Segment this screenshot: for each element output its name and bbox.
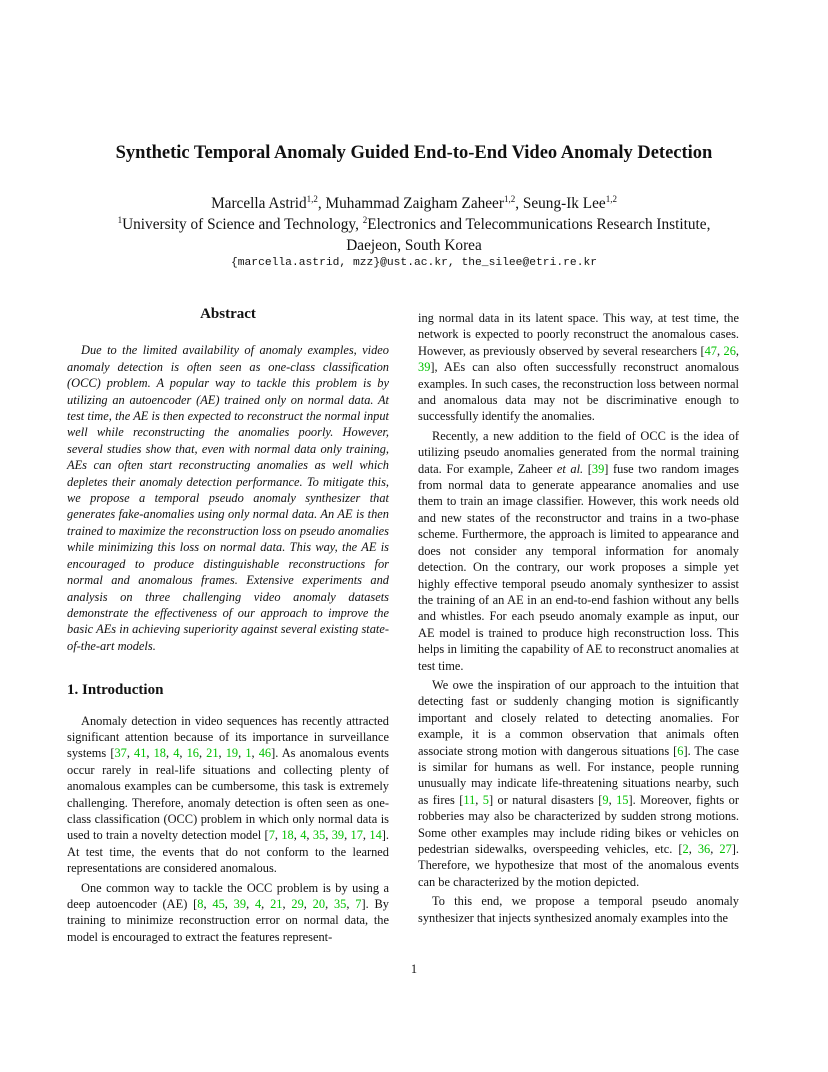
citation-link[interactable]: 7	[268, 828, 275, 843]
paper-title: Synthetic Temporal Anomaly Guided End-to-End Video Anomaly Detection	[115, 143, 713, 163]
citation-link[interactable]: 4	[300, 828, 307, 843]
citation-link[interactable]: 4	[254, 897, 262, 911]
author-block	[40, 193, 788, 256]
affiliation-2: Electronics and Telecommunications Research Institute,	[367, 216, 711, 233]
citation-link[interactable]: 35	[312, 828, 326, 843]
citation-link[interactable]: 41	[134, 746, 147, 761]
author-names: Marcella Astrid$^{1,2}$, Muhammad Zaigham Zaheer$^{1,2}$, Seung-Ik Lee$^{1,2}$	[211, 193, 617, 212]
emphasis: et al.	[556, 461, 584, 476]
citation-link[interactable]: 21	[270, 897, 283, 911]
citation-link[interactable]: 6	[677, 743, 684, 758]
paragraph: We owe the inspiration of our approach to the intuition that detecting fast or suddenly changing motion is significantly important and closely related to detecting anomalies. For example, it is a common observation that animals often associate strong motion with dangerous situations [6]. The case is similar for humans as well. For instance, people running unusually may indicate life-threatening situations nearby, such as fires [11, 5] or natural disasters [9, 15]. Moreover, fights or robberies may also be characterized by sudden strong motions. Some other examples may include riding bikes or vehicles on pedestrian sidewalks, overspeeding vehicles, etc. [2, 36, 27]. Therefore, we hypothesize that most of the anomalous events can be characterized by the motion depicted.	[418, 677, 739, 889]
citation-link[interactable]: 20	[312, 897, 326, 911]
paragraph: To this end, we propose a temporal pseudo anomaly synthesizer that injects synthesized anomaly examples into the	[418, 894, 739, 925]
author-name: Seung-Ik Lee	[522, 195, 606, 212]
citation-link[interactable]: 26	[723, 343, 736, 358]
affiliation-1: University of Science and Technology,	[122, 216, 363, 233]
paragraph: One common way to tackle the OCC problem is by using a deep autoencoder (AE) [8, 45, 39, 4, 21, 29, 20, 35, 7]. By training to minimize reconstruction error on normal data, the model is encouraged to extract the features represent-	[67, 880, 389, 944]
citation-link[interactable]: 17	[350, 828, 363, 843]
citation-link[interactable]: 46	[258, 746, 272, 761]
citation-link[interactable]: 4	[173, 746, 180, 761]
affiliation-line	[40, 214, 788, 235]
citation-link[interactable]: 39	[233, 897, 247, 911]
citation-link[interactable]: 8	[197, 897, 204, 911]
author-name: Muhammad Zaigham Zaheer	[325, 195, 504, 212]
affiliation-sup: 2	[362, 214, 368, 225]
citation-link[interactable]: 47	[704, 343, 717, 358]
citation-link[interactable]: 36	[697, 842, 711, 856]
citation-link[interactable]: 9	[602, 792, 609, 807]
citation-link[interactable]: 18	[281, 828, 294, 843]
citation-link[interactable]: 11	[463, 792, 476, 807]
paragraph: Recently, a new addition to the field of OCC is the idea of utilizing pseudo anomalies generated from the normal training data. For example, Zaheer et al. [39] fuse two random images from normal data to generate appearance anomalies and use them to train an image classifier. However, this work needs old and new states of the reconstructor and trains in a two-phase scheme. Furthermore, the approach is limited to appearance and does not consider any temporal information for anomaly detection. On the contrary, our work proposes a simple yet highly effective temporal pseudo anomaly synthesizer to assist the training of an AE in an end-to-end fashion without any bells and whistles. For each pseudo anomaly example as input, our AE model is trained to produce high reconstruction loss. This helps in limiting the capability of AE to reconstruct anomalies at test time.	[418, 428, 739, 673]
affiliation-location: Daejeon, South Korea	[346, 237, 482, 254]
citation-link[interactable]: 39	[591, 461, 605, 476]
paragraph: Anomaly detection in video sequences has recently attracted significant attention because of its importance in surveillance systems [37, 41, 18, 4, 16, 21, 19, 1, 46]. As anomalous events occur rarely in real-life situations and collecting plenty of anomalous examples can be cumbersome, this task is extremely challenging. Therefore, anomaly detection is often seen as one-class classification (OCC) problem in which only normal data is used to train a novelty detection model [7, 18, 4, 35, 39, 17, 14]. At test time, the events that do not conform to the learned representations are considered anomalous.	[67, 713, 389, 876]
citation-link[interactable]: 18	[153, 746, 166, 761]
author-name: Marcella Astrid	[211, 195, 307, 212]
author-affiliation-sup: 1,2	[503, 193, 516, 204]
citation-link[interactable]: 14	[369, 828, 382, 843]
abstract-text: Due to the limited availability of anomaly examples, video anomaly detection is often seen as one-class classification (OCC) problem. A popular way to tackle this problem is by utilizing an autoencoder (AE) trained only on normal data. At test time, the AE is then expected to reconstruct the normal input well while reconstructing the anomalies poorly. However, several studies show that, even with normal data only training, AEs can often start reconstructing anomalies as well which depletes their anomaly detection performance. To mitigate this, we propose a temporal pseudo anomaly synthesizer that generates fake-anomalies using only normal data. An AE is then trained to maximize the reconstruction loss on pseudo anomalies while minimizing this loss on normal data. This way, the AE is encouraged to produce distinguishable reconstructions for normal and anomalous frames. Extensive experiments and analysis on three challenging video anomaly datasets demonstrate the effectiveness of our approach to improve the basic AEs in achieving superiority against several existing state-of-the-art models.	[67, 343, 389, 653]
affiliation-sup: 1	[117, 214, 123, 225]
abstract-heading: Abstract	[200, 306, 256, 322]
citation-link[interactable]: 5	[482, 792, 489, 807]
citation-link[interactable]: 19	[225, 746, 239, 761]
citation-link[interactable]: 35	[333, 897, 347, 911]
citation-link[interactable]: 39	[331, 828, 345, 843]
author-emails: {marcella.astrid, mzz}@ust.ac.kr, the_silee@etri.re.kr	[230, 257, 598, 269]
paragraph: ing normal data in its latent space. This way, at test time, the network is expected to poorly reconstruct the anomalous cases. However, as previously observed by several researchers [47, 26, 39], AEs can also often successfully reconstruct anomalous examples. In such cases, the reconstruction loss between normal and anomalous data may not be discriminative enough to successfully identify the anomalies.	[418, 311, 739, 424]
author-affiliation-sup: 1,2	[306, 193, 318, 204]
section-heading-introduction: 1. Introduction	[67, 682, 164, 699]
citation-link[interactable]: 7	[355, 897, 362, 911]
citation-link[interactable]: 15	[616, 792, 629, 807]
citation-link[interactable]: 16	[186, 746, 199, 761]
page-number: 1	[410, 962, 418, 976]
citation-link[interactable]: 39	[418, 360, 431, 375]
citation-link[interactable]: 29	[291, 897, 304, 911]
citation-link[interactable]: 2	[682, 842, 689, 856]
left-column	[67, 306, 389, 945]
citation-link[interactable]: 45	[212, 897, 225, 911]
author-affiliation-sup: 1,2	[605, 193, 617, 204]
citation-link[interactable]: 37	[114, 746, 127, 761]
right-column	[418, 310, 739, 926]
citation-link[interactable]: 27	[719, 842, 732, 856]
citation-link[interactable]: 21	[206, 746, 219, 761]
citation-link[interactable]: 1	[245, 746, 252, 761]
